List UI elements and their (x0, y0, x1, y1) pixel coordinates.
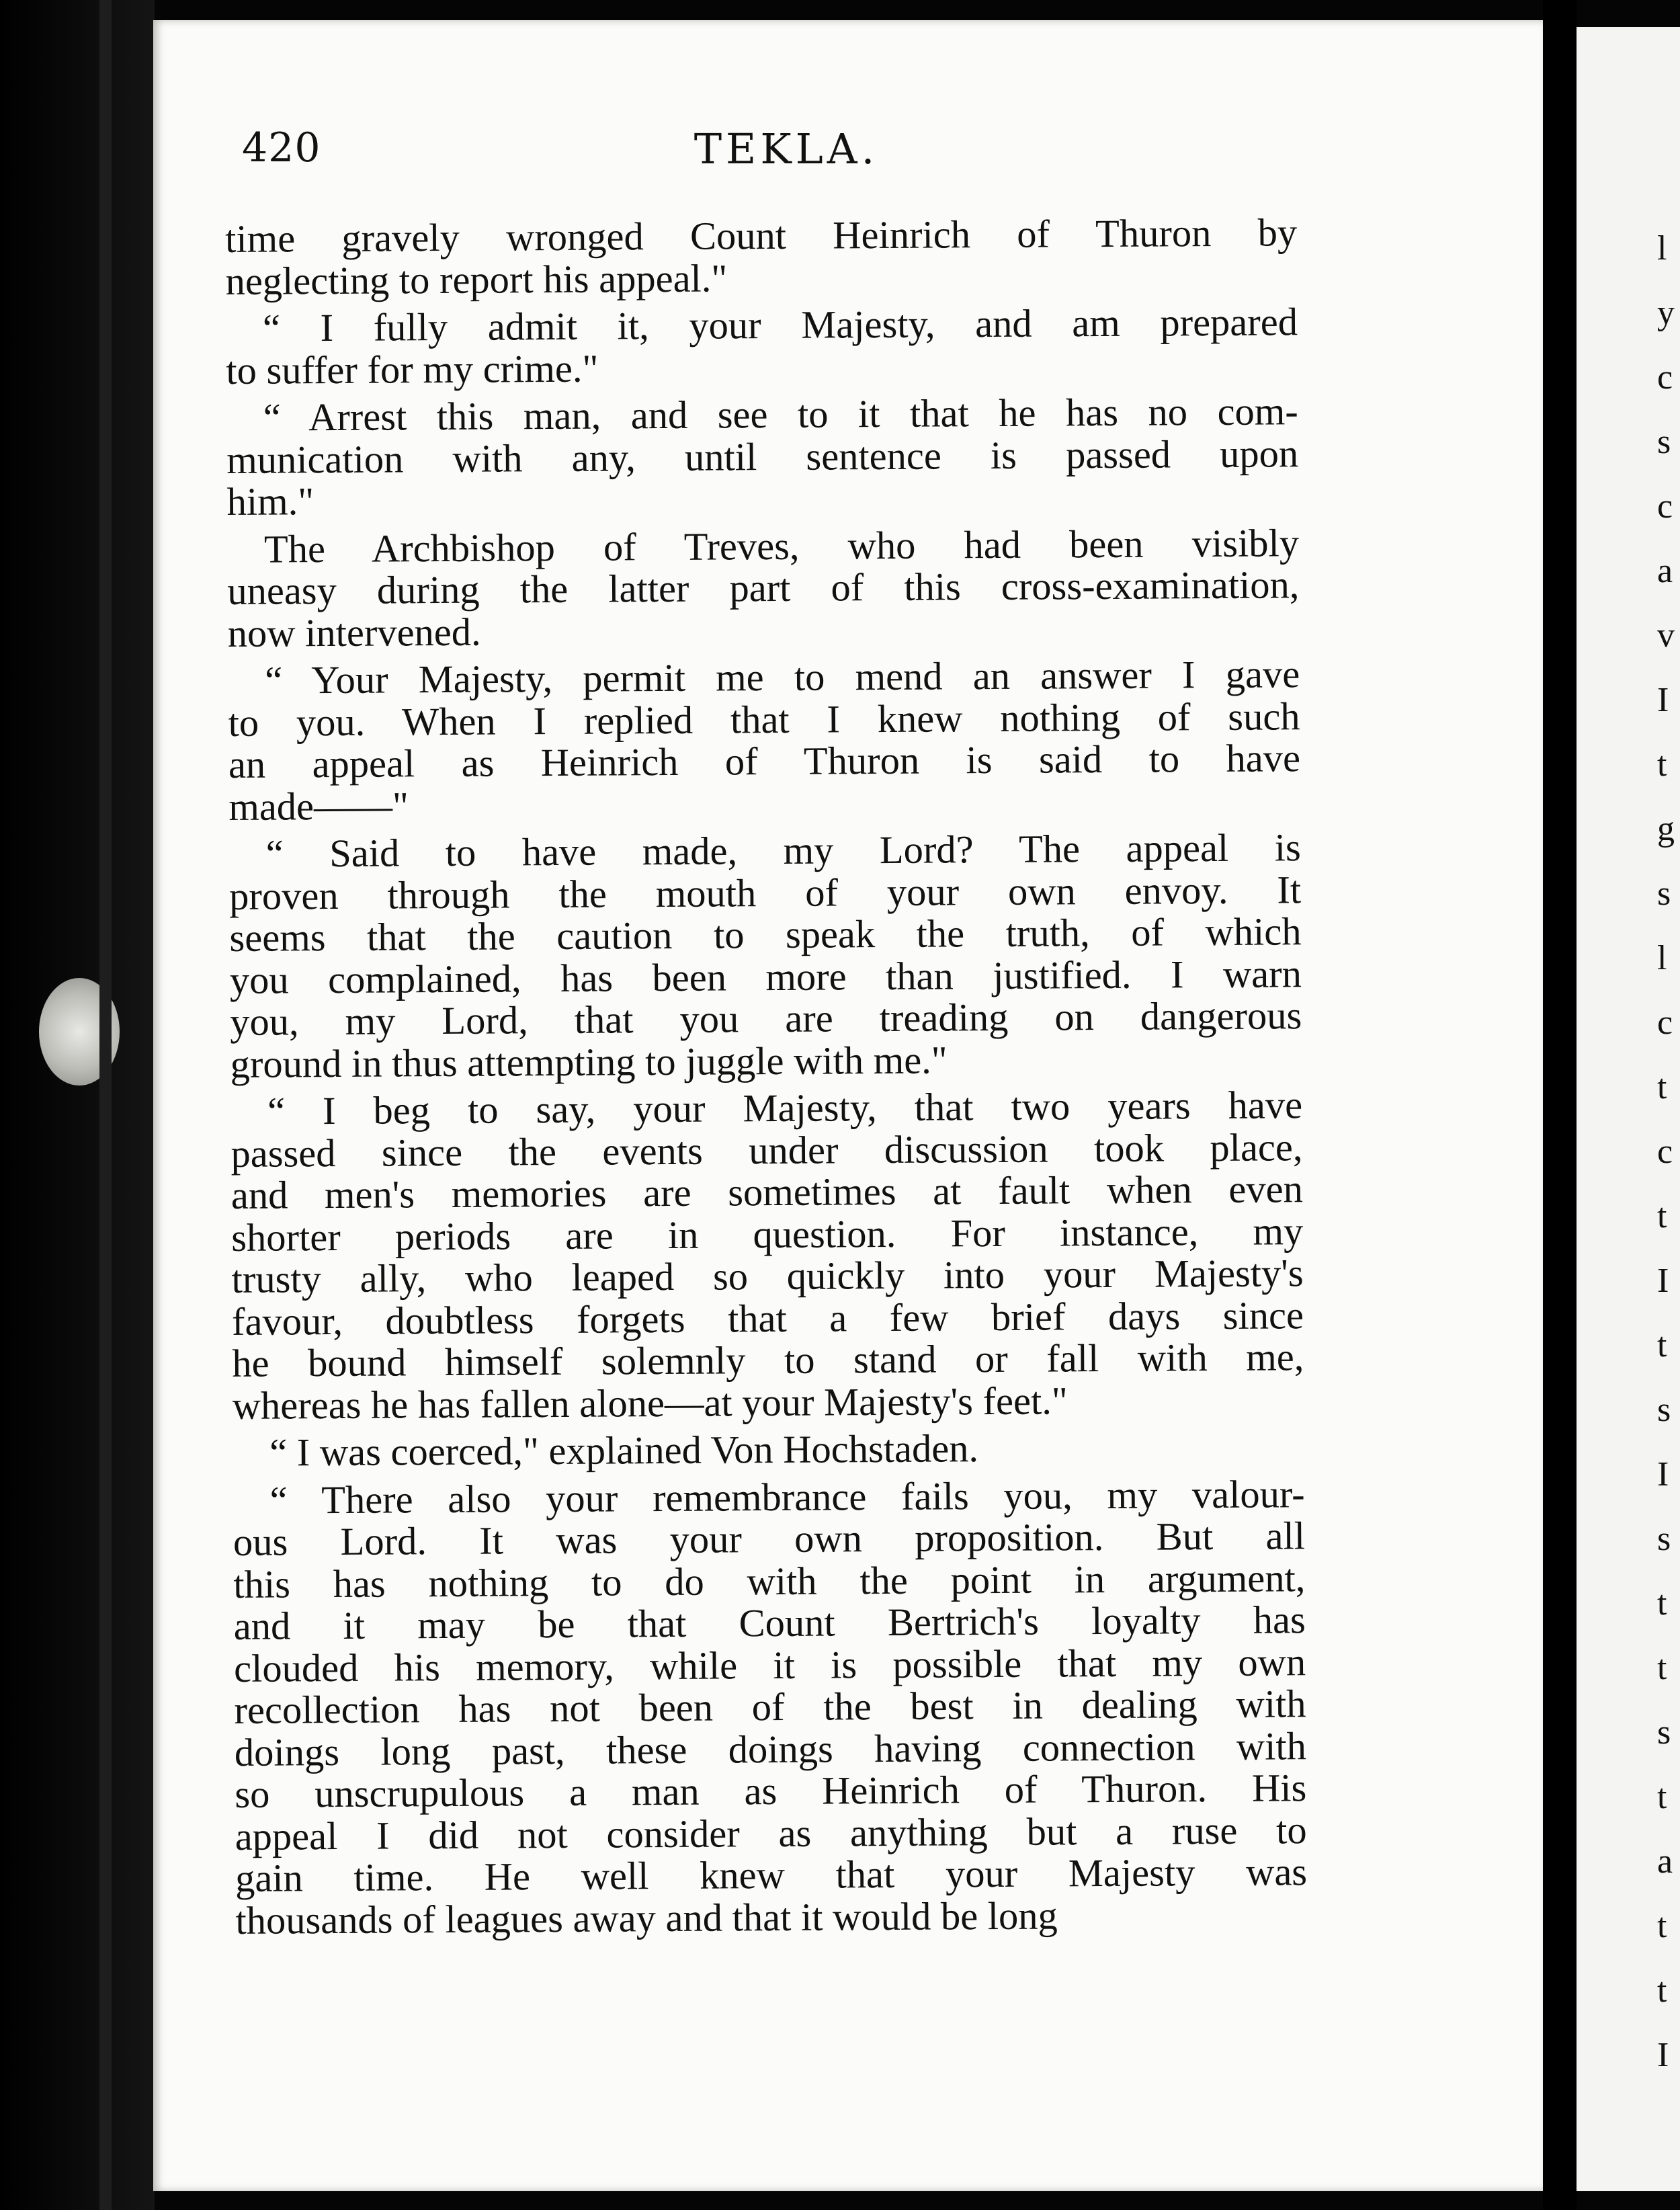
text-line: “ Arrest this man, and see to it that he has no com- (263, 389, 1298, 440)
adjacent-page-letter: t (1657, 1197, 1667, 1235)
text-line: neglecting to report his appeal." (225, 255, 728, 303)
page-number: 420 (242, 124, 321, 171)
text-line: thousands of leagues away and that it would be long (235, 1893, 1058, 1942)
text-line: recollection has not been of the best in dealing with (234, 1682, 1306, 1732)
text-line: so unscrupulous a man as Heinrich of Thuron. His (235, 1766, 1307, 1816)
adjacent-page-letter: t (1657, 1068, 1667, 1106)
adjacent-page-letter: I (1657, 2036, 1669, 2074)
adjacent-page-letter: t (1657, 1778, 1667, 1816)
paragraph (226, 391, 1299, 523)
text-line: doings long past, these doings having connection with (234, 1723, 1307, 1774)
adjacent-page-letter: a (1657, 552, 1673, 590)
adjacent-page-letter: t (1657, 1971, 1667, 2010)
text-line: an appeal as Heinrich of Thuron is said to have (228, 736, 1301, 786)
page-header (242, 124, 1331, 185)
adjacent-page-letter: t (1657, 1584, 1667, 1623)
text-line: to you. When I replied that I knew nothing of such (228, 694, 1300, 745)
adjacent-page-letter: I (1657, 1455, 1669, 1493)
text-line: ground in thus attempting to juggle with me." (230, 1037, 948, 1086)
adjacent-page-letter: t (1657, 1907, 1667, 1945)
text-line: munication with any, until sentence is passed upon (226, 431, 1299, 482)
adjacent-page-letter: s (1657, 423, 1671, 461)
text-line: this has nothing to do with the point in argument, (233, 1555, 1306, 1606)
adjacent-page-letter: c (1657, 1133, 1673, 1171)
text-line: shorter periods are in question. For instance, my (231, 1209, 1304, 1260)
text-line: proven through the mouth of your own envoy. It (228, 867, 1302, 918)
text-line: gain time. He well knew that your Majesty was (235, 1850, 1308, 1900)
paragraph (233, 1426, 1304, 1474)
text-line: he bound himself solemnly to stand or fall with me, (232, 1335, 1304, 1385)
adjacent-page-letter: t (1657, 1649, 1667, 1687)
binding-hole (39, 978, 120, 1086)
adjacent-page-letter: l (1657, 229, 1667, 268)
adjacent-page-letter: c (1657, 358, 1673, 397)
text-line: and men's memories are sometimes at fault when even (230, 1167, 1304, 1217)
text-line: ous Lord. It was your own proposition. But all (233, 1514, 1306, 1564)
adjacent-page-letter: y (1657, 294, 1675, 332)
text-line: clouded his memory, while it is possible that my own (233, 1639, 1306, 1690)
text-line: whereas he has fallen alone—at your Majesty's feet." (232, 1378, 1068, 1428)
paragraph (229, 827, 1302, 1086)
text-line: to suffer for my crime." (226, 346, 599, 393)
text-line: uneasy during the latter part of this cross-examination, (227, 563, 1300, 613)
adjacent-page-letter: t (1657, 745, 1667, 784)
adjacent-page-letter: I (1657, 681, 1669, 719)
adjacent-page-letter: I (1657, 1262, 1669, 1300)
text-line: “ There also your remembrance fails you, my valour- (269, 1471, 1305, 1522)
text-line: The Archbishop of Treves, who had been visibly (263, 520, 1300, 571)
adjacent-page-letter: s (1657, 1713, 1671, 1752)
adjacent-page-letter: g (1657, 810, 1675, 848)
text-line: and it may be that Count Bertrich's loyalty has (233, 1598, 1306, 1648)
adjacent-page-letter: s (1657, 1520, 1671, 1558)
text-line: “ I was coerced," explained Von Hochstaden. (269, 1426, 979, 1475)
text-line: passed since the events under discussion took place, (230, 1124, 1303, 1176)
running-title: TEKLA. (694, 124, 879, 173)
page-gutter (1543, 0, 1577, 2210)
paragraph (226, 301, 1298, 392)
adjacent-page-letter: t (1657, 1326, 1667, 1364)
paragraph (233, 1473, 1307, 1942)
text-line: time gravely wronged Count Heinrich of Thuron by (224, 210, 1298, 261)
adjacent-page-letter: a (1657, 1842, 1673, 1881)
text-line: “ I beg to say, your Majesty, that two years have (267, 1083, 1303, 1133)
text-line: you, my Lord, that you are treading on dangerous (230, 993, 1302, 1044)
adjacent-page-letter: v (1657, 616, 1675, 655)
text-line: “ Said to have made, my Lord? The appeal is (265, 825, 1301, 876)
text-line: now intervened. (227, 610, 481, 655)
adjacent-page-edge (1577, 27, 1680, 2191)
adjacent-page-letter: l (1657, 939, 1667, 977)
paragraph (227, 522, 1300, 655)
text-line: you complained, has been more than justified. I warn (229, 951, 1302, 1002)
body-text (225, 212, 1308, 1947)
book-binding-edge (0, 0, 155, 2210)
text-line: favour, doubtless forgets that a few brief days since (231, 1293, 1304, 1344)
text-line: seems that the caution to speak the truth, of which (229, 909, 1302, 960)
adjacent-page-letter: c (1657, 487, 1673, 526)
adjacent-page-letter: c (1657, 1004, 1673, 1042)
paragraph (225, 212, 1298, 302)
adjacent-page-letter: s (1657, 874, 1671, 913)
text-line: appeal I did not consider as anything but a ruse to (235, 1807, 1307, 1858)
text-line: “ Your Majesty, permit me to mend an answer I gave (265, 652, 1300, 702)
text-line: “ I fully admit it, your Majesty, and am prepared (262, 300, 1298, 350)
text-line: trusty ally, who leaped so quickly into your Majesty's (231, 1251, 1304, 1301)
text-line: made——" (228, 783, 409, 829)
adjacent-page-letter: s (1657, 1391, 1671, 1429)
paragraph (228, 653, 1300, 828)
text-line: him." (226, 479, 314, 524)
paragraph (230, 1084, 1304, 1427)
